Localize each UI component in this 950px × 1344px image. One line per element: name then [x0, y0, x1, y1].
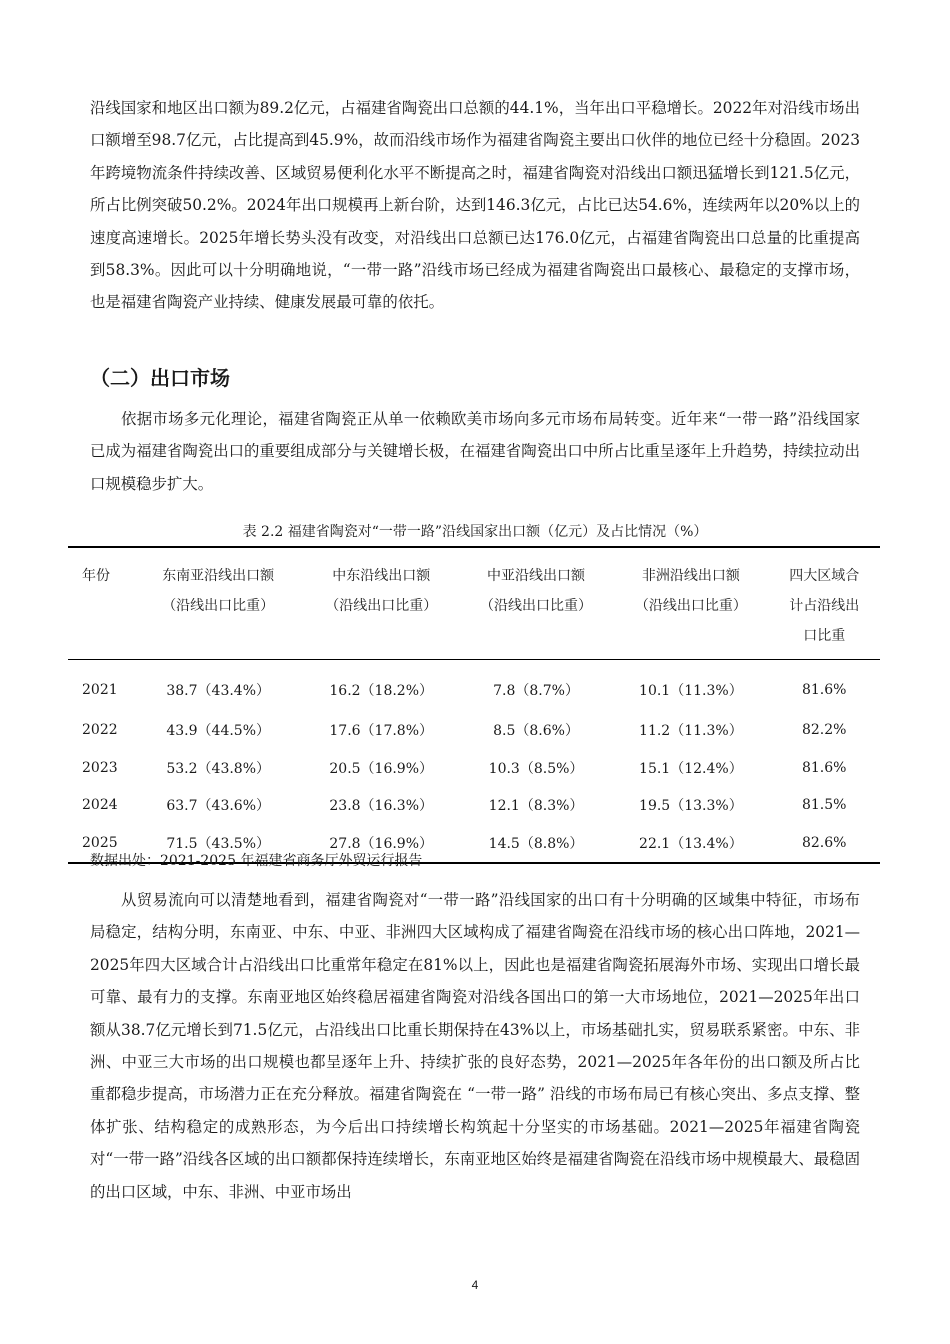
table-row — [68, 660, 880, 712]
table-row — [68, 712, 880, 750]
table-cell: 19.5（13.3%） — [639, 798, 743, 815]
header-middle-east — [304, 547, 459, 660]
table-caption: 表 2.2 福建省陶瓷对“一带一路”沿线国家出口额（亿元）及占比情况（%） — [242, 524, 708, 540]
table-cell: 17.6（17.8%） — [329, 723, 434, 740]
header-year — [68, 547, 133, 660]
table-cell: 63.7（43.6%） — [166, 798, 271, 815]
table-cell: 27.8（16.9%） — [329, 835, 434, 852]
table-cell-year: 2024 — [82, 797, 118, 814]
table-cell-year: 2022 — [82, 722, 118, 739]
header-line: （沿线出口比重） — [162, 598, 275, 614]
table-cell: 10.1（11.3%） — [639, 682, 743, 699]
table-cell: 53.2（43.8%） — [166, 760, 271, 777]
header-line: 东南亚沿线出口额 — [162, 568, 275, 584]
table-cell-year: 2021 — [82, 681, 118, 698]
header-line: （沿线出口比重） — [325, 598, 438, 614]
section-heading: （二）出口市场 — [90, 366, 230, 390]
header-line: 中亚沿线出口额 — [487, 568, 586, 584]
table-source-note: 数据出处：2021-2025 年福建省商务厅外贸运行报告 — [90, 853, 423, 869]
table-cell: 10.3（8.5%） — [488, 760, 584, 777]
table-cell-year: 2025 — [82, 834, 118, 851]
table-cell: 81.5% — [801, 797, 847, 814]
table-cell: 22.1（13.4%） — [639, 835, 743, 852]
table-row — [68, 787, 880, 825]
table-cell: 23.8（16.3%） — [329, 798, 434, 815]
table-row — [68, 749, 880, 787]
header-line: （沿线出口比重） — [634, 598, 747, 614]
table-header-row — [68, 547, 880, 660]
table-cell: 38.7（43.4%） — [166, 682, 271, 699]
header-africa — [613, 547, 768, 660]
header-line: 四大区域合 — [789, 568, 860, 584]
table-cell: 7.8（8.7%） — [493, 682, 579, 699]
analysis-paragraph: 从贸易流向可以清楚地看到，福建省陶瓷对“一带一路”沿线国家的出口有十分明确的区域集中特征，市场布局稳定，结构分明，东南亚、中东、中亚、非洲四大区域构成了福建省陶瓷在沿线市场的核心出口阵地，2021—2025年四大区域合计占沿线出口比重常年稳定在81%以上，因此也是福建省陶瓷拓展海外市场、实现出口增长最可靠、最有力的支撑。东南亚地区始终稳居福建省陶瓷对沿线各国出口的第一大市场地位，2021—2025年出口额从38.7亿元增长到71.5亿元，占沿线出口比重长期保持在43%以上，市场基础扎实，贸易联系紧密。中东、非洲、中亚三大市场的出口规模也都呈逐年上升、持续扩张的良好态势，2021—2025年各年份的出口额及所占比重都稳步提高，市场潜力正在充分释放。福建省陶瓷在 “一带一路” 沿线的市场布局已有核心突出、多点支撑、整体扩张、结构稳定的成熟形态，为今后出口持续增长构筑起十分坚实的市场基础。2021—2025年福建省陶瓷对“一带一路”沿线各区域的出口额都保持连续增长，东南亚地区始终是福建省陶瓷在沿线市场中规模最大、最稳固的出口区域，中东、非洲、中亚市场出 — [90, 891, 860, 1201]
page-number: 4 — [471, 1278, 479, 1292]
table-cell: 8.5（8.6%） — [493, 723, 579, 740]
table-cell: 14.5（8.8%） — [488, 835, 584, 852]
header-four-region-share — [768, 547, 880, 660]
header-southeast-asia — [133, 547, 304, 660]
export-table — [68, 546, 880, 864]
header-line: 计占沿线出 — [789, 598, 860, 614]
table-cell: 43.9（44.5%） — [166, 723, 271, 740]
table-cell: 20.5（16.9%） — [329, 760, 434, 777]
table-cell: 82.2% — [801, 722, 847, 739]
table-cell: 71.5（43.5%） — [166, 835, 271, 852]
header-line: 口比重 — [803, 628, 846, 644]
header-line: 非洲沿线出口额 — [641, 568, 740, 584]
table-cell: 15.1（12.4%） — [639, 760, 743, 777]
table-cell: 11.2（11.3%） — [639, 723, 743, 740]
table-cell: 81.6% — [801, 681, 847, 698]
table-cell: 16.2（18.2%） — [329, 682, 434, 699]
section-paragraph: 依据市场多元化理论，福建省陶瓷正从单一依赖欧美市场向多元市场布局转变。近年来“一带一路”沿线国家已成为福建省陶瓷出口的重要组成部分与关键增长极，在福建省陶瓷出口中所占比重呈逐年上升趋势，持续拉动出口规模稳步扩大。 — [90, 410, 860, 493]
table-cell: 82.6% — [801, 834, 847, 851]
header-central-asia — [459, 547, 614, 660]
intro-paragraph: 沿线国家和地区出口额为89.2亿元，占福建省陶瓷出口总额的44.1%，当年出口平稳增长。2022年对沿线市场出口额增至98.7亿元，占比提高到45.9%，故而沿线市场作为福建省陶瓷主要出口伙伴的地位已经十分稳固。2023年跨境物流条件持续改善、区域贸易便利化水平不断提高之时，福建省陶瓷对沿线出口额迅猛增长到121.5亿元，所占比例突破50.2%。2024年出口规模再上新台阶，达到146.3亿元，占比已达54.6%，连续两年以20%以上的速度高速增长。2025年增长势头没有改变，对沿线出口总额已达176.0亿元，占福建省陶瓷出口总量的比重提高到58.3%。因此可以十分明确地说，“一带一路”沿线市场已经成为福建省陶瓷出口最核心、最稳定的支撑市场，也是福建省陶瓷产业持续、健康发展最可靠的依托。 — [90, 99, 860, 312]
table-cell: 12.1（8.3%） — [488, 798, 584, 815]
table-cell: 81.6% — [801, 759, 847, 776]
table-cell-year: 2023 — [82, 759, 118, 776]
header-line: 年份 — [82, 568, 110, 584]
header-line: （沿线出口比重） — [480, 598, 593, 614]
header-line: 中东沿线出口额 — [332, 568, 431, 584]
